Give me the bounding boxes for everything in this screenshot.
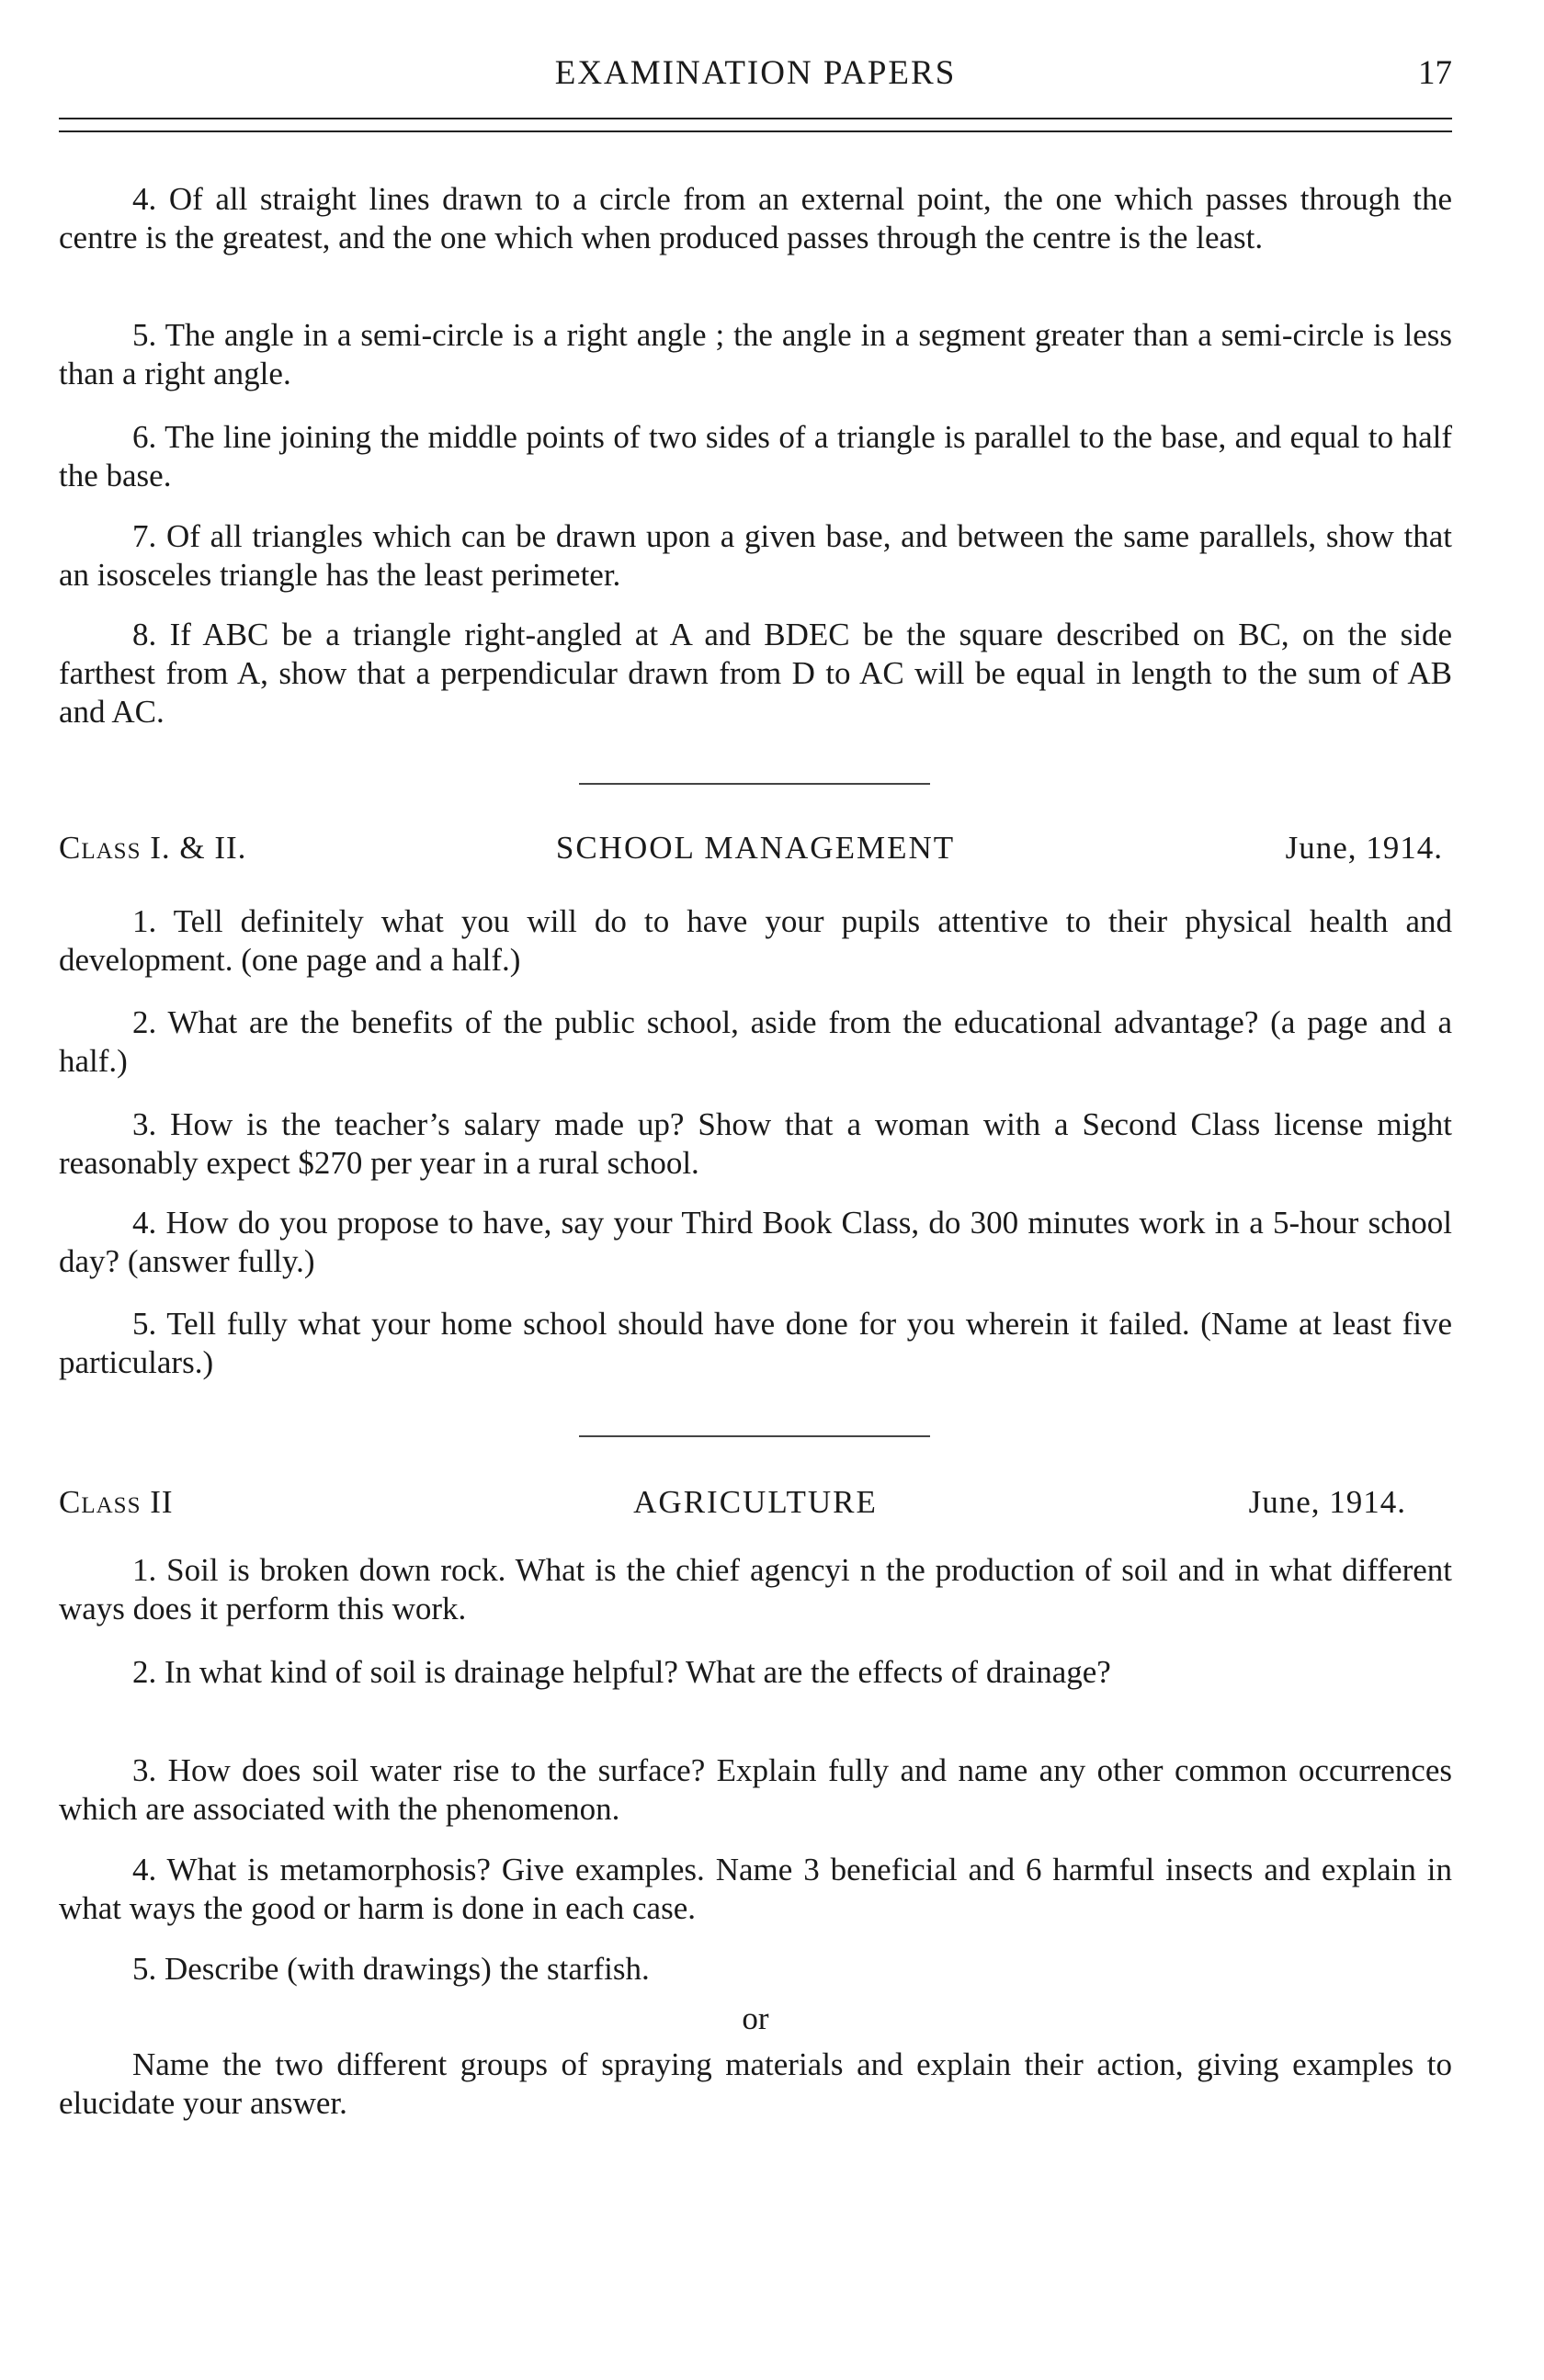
school-management-heading — [59, 830, 1452, 870]
ag-question-2: 2. In what kind of soil is drainage helpful? What are the effects of drainage? — [132, 1654, 1111, 1690]
question-8: 8. If ABC be a triangle right-angled at A and BDEC be the square described on BC, on the side farthest from A, show that a perpendicular drawn from D to AC will be equal in length to the sum of AB and AC. — [59, 617, 1452, 730]
sm-question-5: 5. Tell fully what your home school should have done for you wherein it failed. (Name at least five particulars.) — [59, 1306, 1452, 1380]
running-title: EXAMINATION PAPERS — [554, 54, 957, 92]
question-6: 6. The line joining the middle points of two sides of a triangle is parallel to the base, and equal to half the base. — [59, 419, 1452, 493]
sm-question-3: 3. How is the teacher’s salary made up? Show that a woman with a Second Class license might reasonably expect $270 per year in a rural school. — [59, 1106, 1452, 1181]
sm-question-4: 4. How do you propose to have, say your Third Book Class, do 300 minutes work in a 5-hour school day? (answer fully.) — [59, 1205, 1452, 1279]
running-head — [59, 53, 1452, 99]
exam-date: June, 1914. — [1285, 830, 1443, 866]
ag-question-4: 4. What is metamorphosis? Give examples. Name 3 beneficial and 6 harmful insects and explain in what ways the good or harm is done in each case. — [59, 1852, 1452, 1926]
ag-question-3: 3. How does soil water rise to the surface? Explain fully and name any other common occurrences which are associated with the phenomenon. — [59, 1752, 1452, 1827]
or-separator: or — [742, 2000, 769, 2036]
question-4: 4. Of all straight lines drawn to a circle from an external point, the one which passes through the centre is the greatest, and the one which when produced passes through the centre is the least. — [59, 181, 1452, 255]
section-title: SCHOOL MANAGEMENT — [555, 830, 956, 866]
page-number: 17 — [1418, 54, 1452, 92]
question-5: 5. The angle in a semi-circle is a right angle ; the angle in a segment greater than a semi-circle is less than a right angle. — [59, 317, 1452, 391]
section-divider — [579, 1435, 930, 1437]
header-rule — [59, 118, 1452, 119]
ag-question-5: 5. Describe (with drawings) the starfish. — [132, 1951, 650, 1987]
ag-question-1: 1. Soil is broken down rock. What is the chief agencyi n the production of soil and in what different ways does it perform this work. — [59, 1552, 1452, 1626]
class-label: Class I. & II. — [59, 830, 247, 866]
sm-question-1: 1. Tell definitely what you will do to have your pupils attentive to their physical health and development. (one page and a half.) — [59, 903, 1452, 978]
sm-question-2: 2. What are the benefits of the public school, aside from the educational advantage? (a page and a half.) — [59, 1004, 1452, 1079]
question-7: 7. Of all triangles which can be drawn upon a given base, and between the same parallels, show that an isosceles triangle has the least perimeter. — [59, 518, 1452, 593]
section-title: AGRICULTURE — [633, 1484, 878, 1520]
header-rule-double — [59, 130, 1452, 132]
ag-question-5-alt: Name the two different groups of spraying materials and explain their action, giving examples to elucidate your answer. — [59, 2046, 1452, 2121]
class-label: Class II — [59, 1484, 174, 1520]
page — [59, 0, 1452, 2380]
section-divider — [579, 783, 930, 785]
exam-date: June, 1914. — [1248, 1484, 1406, 1520]
agriculture-heading — [59, 1484, 1452, 1524]
